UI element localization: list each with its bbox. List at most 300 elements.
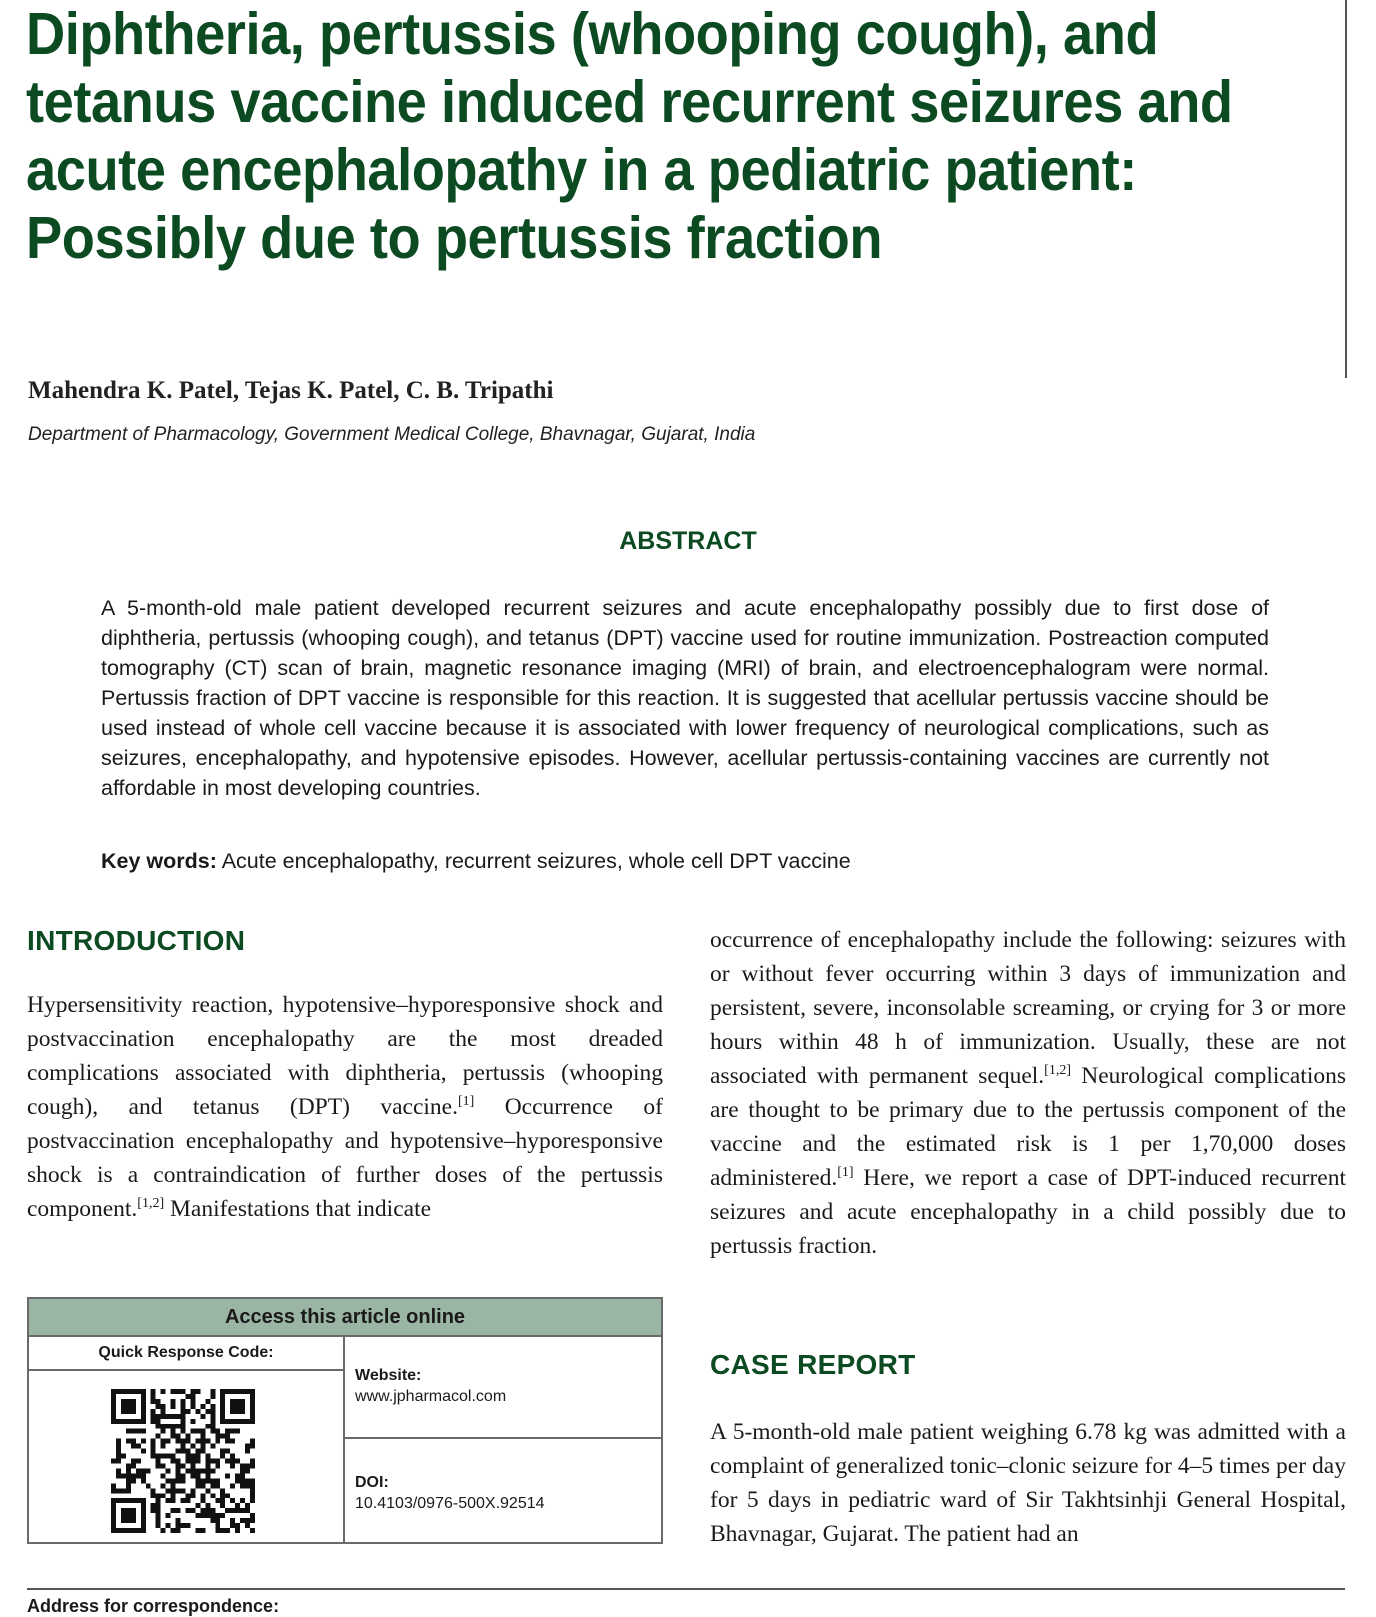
qr-module bbox=[111, 1404, 116, 1409]
qr-module bbox=[151, 1409, 156, 1414]
qr-module bbox=[166, 1478, 171, 1483]
abstract-heading: ABSTRACT bbox=[619, 527, 757, 555]
qr-module bbox=[121, 1518, 126, 1523]
qr-module bbox=[210, 1429, 215, 1434]
qr-module bbox=[171, 1528, 176, 1533]
qr-module bbox=[190, 1473, 195, 1478]
qr-module bbox=[126, 1399, 131, 1404]
qr-module bbox=[220, 1498, 225, 1503]
qr-module bbox=[195, 1409, 200, 1414]
qr-module bbox=[166, 1468, 171, 1473]
qr-module bbox=[205, 1508, 210, 1513]
qr-module bbox=[176, 1449, 181, 1454]
qr-module bbox=[240, 1483, 245, 1488]
doi-link[interactable]: 10.4103/0976-500X.92514 bbox=[355, 1495, 545, 1512]
qr-module bbox=[215, 1434, 220, 1439]
qr-module bbox=[166, 1513, 171, 1518]
qr-module bbox=[195, 1478, 200, 1483]
qr-module bbox=[161, 1463, 166, 1468]
qr-module bbox=[151, 1454, 156, 1459]
qr-module bbox=[225, 1508, 230, 1513]
qr-module bbox=[156, 1399, 161, 1404]
qr-module bbox=[176, 1463, 181, 1468]
qr-module bbox=[141, 1478, 146, 1483]
website-link[interactable]: www.jpharmacol.com bbox=[355, 1388, 507, 1405]
qr-module bbox=[176, 1478, 181, 1483]
qr-module bbox=[220, 1389, 225, 1394]
qr-module bbox=[190, 1488, 195, 1493]
qr-module bbox=[126, 1404, 131, 1409]
qr-module bbox=[151, 1414, 156, 1419]
qr-module bbox=[185, 1468, 190, 1473]
qr-module bbox=[210, 1493, 215, 1498]
qr-label: Quick Response Code: bbox=[29, 1337, 343, 1371]
qr-module bbox=[240, 1478, 245, 1483]
qr-module bbox=[141, 1528, 146, 1533]
qr-module bbox=[171, 1424, 176, 1429]
qr-module bbox=[205, 1424, 210, 1429]
qr-module bbox=[181, 1409, 186, 1414]
qr-module bbox=[121, 1399, 126, 1404]
qr-module bbox=[215, 1498, 220, 1503]
qr-module bbox=[131, 1439, 136, 1444]
qr-module bbox=[136, 1419, 141, 1424]
qr-module bbox=[171, 1389, 176, 1394]
qr-module bbox=[235, 1419, 240, 1424]
qr-module bbox=[215, 1463, 220, 1468]
qr-module bbox=[131, 1444, 136, 1449]
qr-module bbox=[230, 1399, 235, 1404]
qr-module bbox=[210, 1508, 215, 1513]
qr-module bbox=[190, 1468, 195, 1473]
article-title: Diphtheria, pertussis (whooping cough), and tetanus vaccine induced recurrent seizures and acute encephalopathy in a pediatric patient: Possibly due to pertussis fraction bbox=[26, 1, 1233, 271]
qr-module bbox=[131, 1508, 136, 1513]
qr-module bbox=[116, 1459, 121, 1464]
doi-cell bbox=[345, 1441, 661, 1542]
qr-module bbox=[250, 1483, 255, 1488]
qr-module bbox=[181, 1523, 186, 1528]
qr-module bbox=[250, 1478, 255, 1483]
qr-module bbox=[220, 1528, 225, 1533]
qr-module bbox=[195, 1454, 200, 1459]
qr-module bbox=[161, 1444, 166, 1449]
qr-module bbox=[151, 1503, 156, 1508]
qr-module bbox=[131, 1513, 136, 1518]
qr-module bbox=[200, 1434, 205, 1439]
qr-module bbox=[156, 1414, 161, 1419]
qr-module bbox=[225, 1429, 230, 1434]
qr-module bbox=[176, 1518, 181, 1523]
qr-module bbox=[181, 1404, 186, 1409]
qr-module bbox=[235, 1523, 240, 1528]
qr-module bbox=[225, 1449, 230, 1454]
qr-module bbox=[116, 1389, 121, 1394]
qr-module bbox=[111, 1508, 116, 1513]
qr-module bbox=[245, 1518, 250, 1523]
qr-module bbox=[126, 1473, 131, 1478]
qr-module bbox=[181, 1444, 186, 1449]
qr-module bbox=[215, 1518, 220, 1523]
qr-module bbox=[126, 1429, 131, 1434]
qr-module bbox=[185, 1449, 190, 1454]
qr-module bbox=[235, 1389, 240, 1394]
qr-module bbox=[151, 1488, 156, 1493]
qr-module bbox=[141, 1513, 146, 1518]
qr-module bbox=[126, 1478, 131, 1483]
keywords bbox=[101, 849, 851, 874]
qr-module bbox=[230, 1454, 235, 1459]
qr-module bbox=[131, 1518, 136, 1523]
qr-module bbox=[205, 1399, 210, 1404]
qr-module bbox=[205, 1468, 210, 1473]
qr-module bbox=[195, 1473, 200, 1478]
qr-module bbox=[136, 1429, 141, 1434]
qr-module bbox=[220, 1434, 225, 1439]
qr-module bbox=[176, 1523, 181, 1528]
qr-module bbox=[121, 1498, 126, 1503]
qr-module bbox=[111, 1419, 116, 1424]
qr-module bbox=[205, 1478, 210, 1483]
case-report-heading: CASE REPORT bbox=[710, 1349, 916, 1380]
qr-module bbox=[245, 1449, 250, 1454]
qr-module bbox=[225, 1439, 230, 1444]
qr-module bbox=[215, 1513, 220, 1518]
qr-module bbox=[245, 1508, 250, 1513]
qr-module bbox=[220, 1503, 225, 1508]
qr-module bbox=[121, 1404, 126, 1409]
case-report-paragraph: A 5-month-old male patient weighing 6.78 kg was admitted with a complaint of generalized tonic–clonic seizure for 4–5 times per day for 5 days in pediatric ward of Sir Takhtsinhji General Hospital, Bhavnagar, Gujarat. The patient had an bbox=[710, 1419, 1346, 1547]
qr-module bbox=[200, 1439, 205, 1444]
footer-rule bbox=[27, 1588, 1345, 1590]
qr-module bbox=[205, 1463, 210, 1468]
qr-module bbox=[210, 1394, 215, 1399]
qr-module bbox=[190, 1399, 195, 1404]
qr-code-icon[interactable] bbox=[111, 1389, 255, 1533]
qr-module bbox=[161, 1439, 166, 1444]
qr-module bbox=[225, 1389, 230, 1394]
qr-module bbox=[190, 1493, 195, 1498]
qr-module bbox=[235, 1409, 240, 1414]
qr-module bbox=[141, 1498, 146, 1503]
qr-module bbox=[116, 1449, 121, 1454]
qr-module bbox=[181, 1449, 186, 1454]
qr-module bbox=[250, 1414, 255, 1419]
qr-module bbox=[195, 1439, 200, 1444]
qr-module bbox=[171, 1483, 176, 1488]
qr-module bbox=[121, 1473, 126, 1478]
qr-module bbox=[131, 1399, 136, 1404]
qr-module bbox=[245, 1444, 250, 1449]
qr-module bbox=[161, 1483, 166, 1488]
qr-module bbox=[205, 1473, 210, 1478]
qr-module bbox=[111, 1483, 116, 1488]
qr-module bbox=[151, 1508, 156, 1513]
qr-module bbox=[185, 1523, 190, 1528]
qr-module bbox=[151, 1449, 156, 1454]
qr-module bbox=[250, 1404, 255, 1409]
citation-ref[interactable]: [1] bbox=[837, 1165, 854, 1181]
qr-module bbox=[181, 1498, 186, 1503]
qr-module bbox=[235, 1478, 240, 1483]
qr-module bbox=[250, 1399, 255, 1404]
qr-module bbox=[200, 1508, 205, 1513]
qr-module bbox=[250, 1463, 255, 1468]
qr-module bbox=[126, 1488, 131, 1493]
qr-module bbox=[235, 1399, 240, 1404]
qr-module bbox=[245, 1523, 250, 1528]
qr-module bbox=[121, 1488, 126, 1493]
qr-module bbox=[146, 1468, 151, 1473]
qr-module bbox=[190, 1429, 195, 1434]
qr-module bbox=[136, 1498, 141, 1503]
qr-module bbox=[205, 1439, 210, 1444]
qr-module bbox=[190, 1444, 195, 1449]
qr-module bbox=[176, 1508, 181, 1513]
qr-module bbox=[215, 1483, 220, 1488]
qr-module bbox=[176, 1459, 181, 1464]
qr-module bbox=[195, 1528, 200, 1533]
qr-module bbox=[141, 1414, 146, 1419]
citation-ref[interactable]: [1] bbox=[457, 1094, 475, 1110]
qr-module bbox=[136, 1459, 141, 1464]
qr-module bbox=[200, 1414, 205, 1419]
qr-module bbox=[171, 1399, 176, 1404]
qr-module bbox=[181, 1463, 186, 1468]
qr-module bbox=[230, 1389, 235, 1394]
qr-module bbox=[185, 1493, 190, 1498]
qr-module bbox=[215, 1528, 220, 1533]
qr-module bbox=[136, 1528, 141, 1533]
qr-module bbox=[245, 1468, 250, 1473]
qr-module bbox=[225, 1419, 230, 1424]
qr-module bbox=[245, 1419, 250, 1424]
qr-module bbox=[111, 1503, 116, 1508]
qr-module bbox=[126, 1483, 131, 1488]
qr-module bbox=[141, 1473, 146, 1478]
qr-module bbox=[240, 1399, 245, 1404]
qr-module bbox=[171, 1493, 176, 1498]
qr-module bbox=[171, 1414, 176, 1419]
qr-module bbox=[156, 1424, 161, 1429]
qr-module bbox=[156, 1503, 161, 1508]
qr-module bbox=[141, 1518, 146, 1523]
qr-module bbox=[210, 1414, 215, 1419]
qr-module bbox=[151, 1493, 156, 1498]
qr-module bbox=[181, 1473, 186, 1478]
qr-module bbox=[121, 1389, 126, 1394]
qr-module bbox=[195, 1449, 200, 1454]
qr-module bbox=[205, 1459, 210, 1464]
qr-module bbox=[185, 1439, 190, 1444]
qr-module bbox=[121, 1454, 126, 1459]
qr-module bbox=[166, 1414, 171, 1419]
qr-module bbox=[126, 1419, 131, 1424]
qr-module bbox=[131, 1389, 136, 1394]
qr-module bbox=[111, 1414, 116, 1419]
qr-module bbox=[176, 1414, 181, 1419]
qr-module bbox=[136, 1468, 141, 1473]
qr-module bbox=[240, 1404, 245, 1409]
qr-module bbox=[176, 1389, 181, 1394]
qr-module bbox=[220, 1488, 225, 1493]
qr-module bbox=[240, 1468, 245, 1473]
qr-module bbox=[185, 1409, 190, 1414]
qr-module bbox=[235, 1429, 240, 1434]
qr-module bbox=[210, 1478, 215, 1483]
citation-ref[interactable]: [1,2] bbox=[1044, 1063, 1071, 1079]
qr-module bbox=[166, 1488, 171, 1493]
qr-module bbox=[225, 1434, 230, 1439]
qr-module bbox=[171, 1459, 176, 1464]
qr-module bbox=[245, 1503, 250, 1508]
qr-module bbox=[161, 1528, 166, 1533]
qr-module bbox=[141, 1409, 146, 1414]
qr-module bbox=[225, 1473, 230, 1478]
qr-module bbox=[230, 1429, 235, 1434]
qr-module bbox=[131, 1463, 136, 1468]
qr-module bbox=[156, 1518, 161, 1523]
qr-module bbox=[141, 1399, 146, 1404]
qr-module bbox=[116, 1473, 121, 1478]
qr-module bbox=[166, 1439, 171, 1444]
qr-module bbox=[250, 1409, 255, 1414]
qr-module bbox=[210, 1404, 215, 1409]
qr-module bbox=[245, 1463, 250, 1468]
qr-module bbox=[250, 1498, 255, 1503]
qr-module bbox=[195, 1389, 200, 1394]
qr-module bbox=[185, 1454, 190, 1459]
keywords-label: Key words: bbox=[101, 849, 217, 873]
qr-module bbox=[210, 1483, 215, 1488]
qr-module bbox=[156, 1404, 161, 1409]
qr-module bbox=[161, 1414, 166, 1419]
access-article-box bbox=[27, 1297, 663, 1544]
qr-module bbox=[230, 1463, 235, 1468]
qr-module bbox=[210, 1389, 215, 1394]
qr-module bbox=[225, 1493, 230, 1498]
qr-module bbox=[250, 1493, 255, 1498]
qr-module bbox=[111, 1399, 116, 1404]
qr-module bbox=[176, 1488, 181, 1493]
qr-module bbox=[156, 1523, 161, 1528]
qr-module bbox=[210, 1513, 215, 1518]
qr-module bbox=[220, 1404, 225, 1409]
qr-module bbox=[171, 1434, 176, 1439]
introduction-paragraph-continued: occurrence of encephalopathy include the following: seizures with or without fever occurring within 3 days of immunization and persistent, severe, inconsolable screaming, or crying for 3 or more hours within 48 h of immunization. Usually, these are not associated with permanent sequel.[1,2] Neurological complications are thought to be primary due to the pertussis component of the vaccine and the estimated risk is 1 per 1,70,000 doses administered.[1] Here, we report a case of DPT-induced recurrent seizures and acute encephalopathy in a child possibly due to pertussis fraction. bbox=[710, 927, 1346, 1259]
qr-module bbox=[131, 1409, 136, 1414]
qr-module bbox=[190, 1404, 195, 1409]
vertical-rule bbox=[1345, 0, 1347, 378]
qr-module bbox=[200, 1429, 205, 1434]
qr-module bbox=[141, 1404, 146, 1409]
qr-module bbox=[111, 1523, 116, 1528]
qr-module bbox=[116, 1498, 121, 1503]
qr-module bbox=[166, 1523, 171, 1528]
qr-module bbox=[220, 1414, 225, 1419]
qr-module bbox=[111, 1389, 116, 1394]
qr-module bbox=[161, 1473, 166, 1478]
qr-module bbox=[190, 1454, 195, 1459]
qr-module bbox=[161, 1404, 166, 1409]
qr-module bbox=[240, 1463, 245, 1468]
qr-module bbox=[176, 1424, 181, 1429]
qr-module bbox=[131, 1498, 136, 1503]
citation-ref[interactable]: [1,2] bbox=[137, 1196, 165, 1212]
qr-module bbox=[141, 1468, 146, 1473]
qr-module bbox=[176, 1473, 181, 1478]
qr-module bbox=[215, 1429, 220, 1434]
qr-module bbox=[131, 1528, 136, 1533]
qr-module bbox=[126, 1513, 131, 1518]
qr-module bbox=[240, 1518, 245, 1523]
qr-module bbox=[235, 1508, 240, 1513]
qr-module bbox=[171, 1478, 176, 1483]
qr-module bbox=[250, 1488, 255, 1493]
qr-module bbox=[235, 1459, 240, 1464]
qr-module bbox=[205, 1409, 210, 1414]
qr-module bbox=[166, 1454, 171, 1459]
qr-module bbox=[131, 1419, 136, 1424]
qr-module bbox=[181, 1399, 186, 1404]
qr-module bbox=[245, 1389, 250, 1394]
qr-module bbox=[230, 1498, 235, 1503]
qr-module bbox=[250, 1444, 255, 1449]
qr-module bbox=[200, 1513, 205, 1518]
qr-module bbox=[250, 1389, 255, 1394]
website-cell bbox=[345, 1337, 661, 1439]
qr-module bbox=[205, 1503, 210, 1508]
qr-module bbox=[210, 1424, 215, 1429]
qr-module bbox=[190, 1419, 195, 1424]
qr-module bbox=[126, 1409, 131, 1414]
qr-module bbox=[230, 1439, 235, 1444]
qr-module bbox=[141, 1439, 146, 1444]
qr-module bbox=[220, 1419, 225, 1424]
qr-module bbox=[171, 1404, 176, 1409]
qr-module bbox=[176, 1528, 181, 1533]
qr-module bbox=[156, 1463, 161, 1468]
qr-module bbox=[156, 1419, 161, 1424]
keywords-list: Acute encephalopathy, recurrent seizures, whole cell DPT vaccine bbox=[221, 849, 851, 873]
qr-module bbox=[161, 1424, 166, 1429]
qr-module bbox=[121, 1419, 126, 1424]
qr-module bbox=[126, 1463, 131, 1468]
qr-module bbox=[190, 1463, 195, 1468]
qr-module bbox=[121, 1513, 126, 1518]
qr-module bbox=[121, 1528, 126, 1533]
qr-module bbox=[220, 1513, 225, 1518]
qr-module bbox=[131, 1404, 136, 1409]
qr-module bbox=[220, 1493, 225, 1498]
qr-module bbox=[190, 1459, 195, 1464]
qr-module bbox=[250, 1439, 255, 1444]
qr-module bbox=[210, 1419, 215, 1424]
qr-module bbox=[230, 1459, 235, 1464]
qr-module bbox=[156, 1459, 161, 1464]
qr-module bbox=[151, 1399, 156, 1404]
qr-module bbox=[215, 1523, 220, 1528]
qr-module bbox=[116, 1488, 121, 1493]
qr-module bbox=[230, 1419, 235, 1424]
qr-module bbox=[220, 1449, 225, 1454]
qr-module bbox=[190, 1394, 195, 1399]
qr-module bbox=[111, 1394, 116, 1399]
qr-module bbox=[161, 1389, 166, 1394]
qr-module bbox=[250, 1394, 255, 1399]
qr-module bbox=[200, 1404, 205, 1409]
qr-module bbox=[131, 1473, 136, 1478]
introduction-paragraph: Hypersensitivity reaction, hypotensive–hyporesponsive shock and postvaccination encephalopathy are the most dreaded complications associated with diphtheria, pertussis (whooping cough), and tetanus (DPT) vaccine.[1] Occurrence of postvaccination encephalopathy and hypotensive–hyporesponsive shock is a contraindication of further doses of the pertussis component.[1,2] Manifestations that indicate bbox=[27, 992, 663, 1222]
